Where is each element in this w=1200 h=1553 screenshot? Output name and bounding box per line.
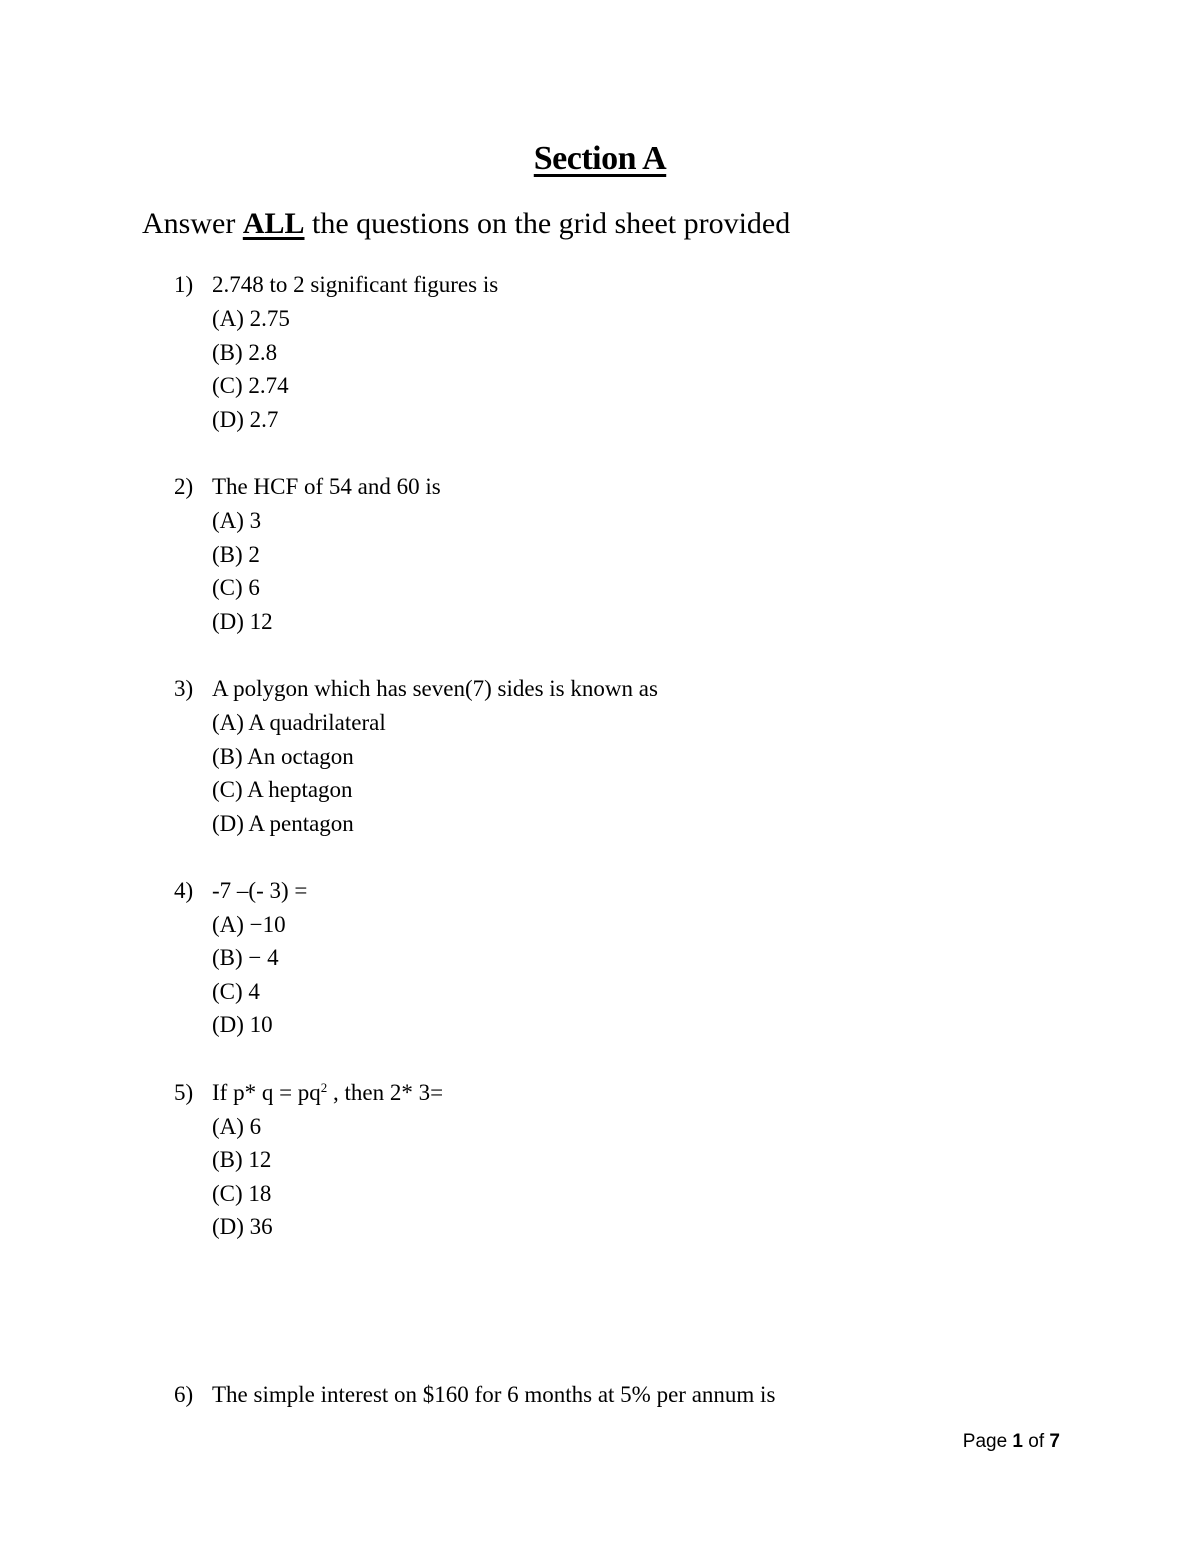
option-b: (B) 2.8 — [212, 340, 278, 365]
option-b: (B) − 4 — [212, 945, 279, 970]
question-text: -7 –(- 3) = — [212, 878, 308, 903]
option-c: (C) A heptagon — [212, 777, 353, 802]
option-d: (D) 12 — [212, 609, 273, 634]
option-a: (A) −10 — [212, 912, 286, 937]
option-b: (B) 2 — [212, 542, 260, 567]
option-d: (D) 10 — [212, 1012, 273, 1037]
exponent: 2 — [320, 1080, 328, 1095]
option-d: (D) 36 — [212, 1214, 273, 1239]
question-number: 2) — [174, 474, 194, 499]
option-b: (B) An octagon — [212, 744, 354, 769]
option-a: (A) 6 — [212, 1114, 262, 1139]
question-text: The HCF of 54 and 60 is — [212, 474, 441, 499]
option-c: (C) 2.74 — [212, 373, 289, 398]
option-a: (A) 3 — [212, 508, 262, 533]
question-number: 3) — [174, 676, 194, 701]
question-number: 5) — [174, 1080, 194, 1105]
question-text — [212, 1081, 443, 1104]
question-number: 4) — [174, 878, 194, 903]
page-total: 7 — [1049, 1431, 1060, 1452]
option-d: (D) 2.7 — [212, 407, 279, 432]
section-title: Section A — [533, 140, 667, 177]
question-text-after: , then 2* 3= — [327, 1080, 444, 1105]
page-current: 1 — [1012, 1431, 1023, 1452]
question-text: A polygon which has seven(7) sides is known as — [212, 676, 658, 701]
question-text-before: If p* q = pq — [212, 1080, 321, 1105]
option-b: (B) 12 — [212, 1147, 272, 1172]
question-number: 6) — [174, 1382, 194, 1407]
page-number-footer — [963, 1431, 1060, 1453]
instructions — [142, 207, 790, 241]
question-number: 1) — [174, 272, 194, 297]
question-text: 2.748 to 2 significant figures is — [212, 272, 499, 297]
instructions-suffix: the questions on the grid sheet provided — [312, 207, 791, 240]
of-label: of — [1028, 1431, 1045, 1452]
option-a: (A) A quadrilateral — [212, 710, 386, 735]
instructions-prefix: Answer — [142, 207, 236, 240]
instructions-emphasis: ALL — [242, 207, 305, 240]
page-label: Page — [962, 1431, 1008, 1452]
option-c: (C) 4 — [212, 979, 260, 1004]
option-c: (C) 6 — [212, 575, 260, 600]
option-a: (A) 2.75 — [212, 306, 290, 331]
question-text: The simple interest on $160 for 6 months at 5% per annum is — [212, 1382, 776, 1407]
option-d: (D) A pentagon — [212, 811, 354, 836]
option-c: (C) 18 — [212, 1181, 272, 1206]
